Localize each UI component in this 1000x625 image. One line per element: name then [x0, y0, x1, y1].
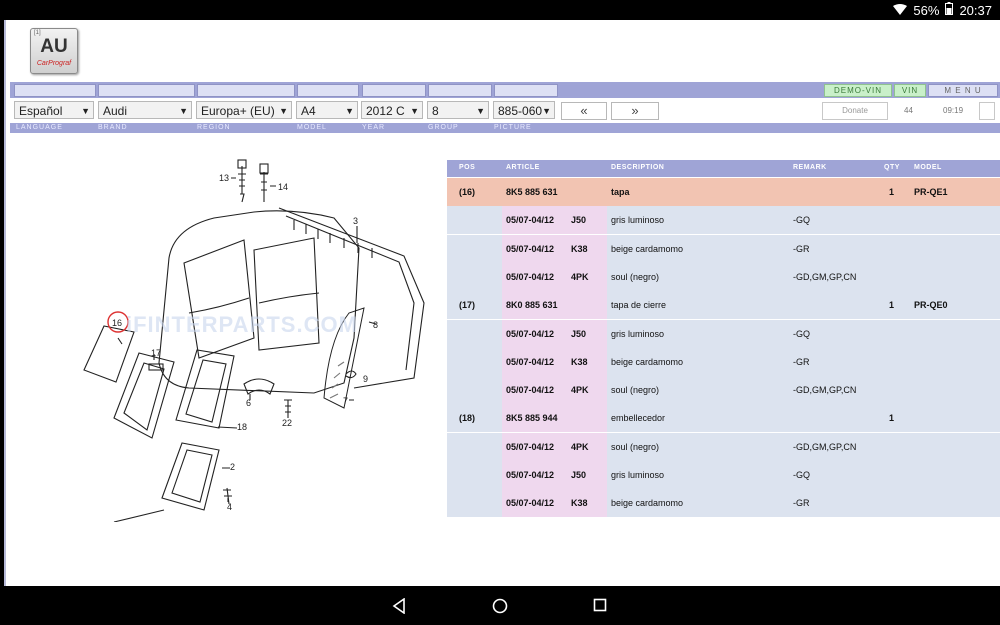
logo-subtext: CarPrograf [36, 60, 72, 67]
callout-8[interactable]: 8 [373, 320, 379, 330]
callout-6[interactable]: 6 [246, 398, 252, 408]
watermark: iFINTERPARTS.COM [126, 312, 358, 337]
year-value: 2012 C [366, 104, 405, 118]
top-toolbar [10, 82, 1000, 98]
cell-color-code: 4PK [571, 271, 589, 282]
label-region: REGION [197, 124, 231, 131]
cell-description: soul (negro) [611, 385, 660, 396]
android-nav-bar [0, 588, 1000, 625]
next-picture-button[interactable]: » [611, 102, 659, 120]
label-model: MODEL [297, 124, 327, 131]
battery-icon [945, 2, 953, 18]
table-row[interactable] [447, 461, 1000, 490]
table-row[interactable] [447, 489, 1000, 518]
table-row[interactable] [447, 178, 1000, 207]
battery-percentage: 56% [913, 2, 940, 18]
logo-text: AU [40, 36, 68, 57]
table-row[interactable] [447, 376, 1000, 405]
cell-article: 05/07-04/12 [506, 385, 555, 396]
dropdown-arrow-icon: ▼ [179, 106, 188, 116]
table-row[interactable] [447, 206, 1000, 235]
dropdown-arrow-icon: ▼ [81, 106, 90, 116]
header-model: MODEL [914, 164, 942, 171]
toolbar-slot-year [362, 84, 426, 97]
cell-description: gris luminoso [611, 328, 665, 339]
callout-2[interactable]: 2 [230, 462, 236, 472]
cell-qty: 1 [889, 187, 895, 197]
language-value: Español [19, 104, 63, 118]
app-screen [4, 20, 1000, 586]
header-qty: QTY [884, 164, 900, 171]
home-icon[interactable] [492, 598, 508, 619]
region-select[interactable] [196, 101, 292, 119]
brand-select[interactable] [98, 101, 192, 119]
cell-description: beige cardamomo [611, 498, 684, 509]
table-row[interactable] [447, 291, 1000, 320]
callout-18[interactable]: 18 [237, 422, 248, 432]
vin-button[interactable]: VIN [894, 84, 926, 97]
cell-remark: -GD,GM,GP,CN [793, 441, 857, 452]
toolbar-slot-group [428, 84, 492, 97]
table-row[interactable] [447, 348, 1000, 377]
label-brand: BRAND [98, 124, 128, 131]
table-row[interactable] [447, 433, 1000, 462]
cell-article: 8K5 885 944 [506, 413, 558, 424]
cell-description: gris luminoso [611, 470, 665, 480]
cell-model: PR-QE1 [914, 187, 948, 197]
table-row[interactable] [447, 320, 1000, 349]
dropdown-arrow-icon: ▼ [476, 106, 485, 116]
cell-remark: -GR [793, 356, 810, 367]
table-row[interactable] [447, 404, 1000, 433]
label-year: YEAR [362, 124, 386, 131]
cell-description: beige cardamomo [611, 356, 684, 367]
cell-remark: -GD,GM,GP,CN [793, 271, 857, 282]
model-value: A4 [301, 104, 316, 118]
table-row[interactable] [447, 263, 1000, 292]
toolbar-slot-brand [98, 84, 195, 97]
previous-picture-button[interactable]: « [561, 102, 607, 120]
table-header [447, 160, 1000, 177]
svg-text:16: 16 [112, 318, 123, 328]
selector-labels [10, 123, 1000, 133]
group-select[interactable] [427, 101, 489, 119]
cell-description: embellecedor [611, 413, 666, 424]
dropdown-arrow-icon: ▼ [345, 106, 354, 116]
cell-description: beige cardamomo [611, 243, 684, 254]
cell-description: tapa de cierre [611, 300, 667, 311]
cell-color-code: J50 [571, 328, 587, 339]
parts-table [447, 138, 1000, 522]
table-row[interactable] [447, 235, 1000, 264]
cell-article: 05/07-04/12 [506, 243, 555, 254]
cell-remark: -GD,GM,GP,CN [793, 385, 857, 396]
cell-model: PR-QE0 [914, 300, 948, 311]
cell-description: tapa [611, 187, 630, 197]
callout-9[interactable]: 9 [363, 374, 369, 384]
app-logo[interactable] [30, 28, 78, 74]
cell-article: 05/07-04/12 [506, 441, 555, 452]
cell-pos: (16) [459, 187, 476, 197]
callout-22[interactable]: 22 [282, 418, 293, 428]
header-pos: POS [459, 164, 476, 171]
cell-pos: (18) [459, 413, 476, 424]
cell-color-code: K38 [571, 498, 588, 509]
cell-description: soul (negro) [611, 441, 660, 452]
cell-color-code: 4PK [571, 441, 589, 452]
picture-value: 885-060 [498, 104, 543, 118]
callout-14[interactable]: 14 [278, 182, 289, 192]
back-icon[interactable] [392, 598, 406, 619]
status-bar [0, 0, 1000, 20]
cell-remark: -GQ [793, 328, 810, 339]
language-select[interactable] [14, 101, 94, 119]
cell-article: 8K5 885 631 [506, 187, 558, 197]
cell-description: gris luminoso [611, 215, 665, 226]
callout-7[interactable]: 7 [343, 396, 349, 406]
counter: 44 [904, 106, 913, 115]
donate-button[interactable]: Donate [822, 102, 888, 120]
toolbar-slot-region [197, 84, 295, 97]
model-select[interactable] [296, 101, 358, 119]
toolbar-slot-model [297, 84, 359, 97]
parts-diagram[interactable] [14, 138, 444, 522]
label-picture: PICTURE [494, 124, 532, 131]
cell-color-code: K38 [571, 243, 588, 254]
menu-button[interactable]: M E N U [928, 84, 998, 97]
header-article: ARTICLE [506, 164, 540, 171]
cell-remark: -GR [793, 498, 810, 509]
cell-remark: -GQ [793, 215, 810, 226]
header-description: DESCRIPTION [611, 164, 665, 171]
cell-pos: (17) [459, 300, 476, 311]
toolbar-slot-picture [494, 84, 558, 97]
cell-color-code: J50 [571, 470, 587, 480]
cell-remark: -GR [793, 243, 810, 254]
cell-remark: -GQ [793, 470, 810, 480]
dropdown-arrow-icon: ▼ [542, 106, 551, 116]
cell-description: soul (negro) [611, 271, 660, 282]
callout-17[interactable]: 17 [151, 348, 162, 358]
picture-select[interactable] [493, 101, 555, 119]
demo-vin-button[interactable]: DEMO-VIN [824, 84, 892, 97]
label-language: LANGUAGE [16, 124, 63, 131]
group-value: 8 [432, 104, 439, 118]
callout-13[interactable]: 13 [219, 173, 230, 183]
cell-article: 05/07-04/12 [506, 328, 555, 339]
wifi-icon [893, 3, 907, 18]
cell-color-code: J50 [571, 215, 587, 226]
session-time: 09:19 [943, 106, 964, 115]
label-group: GROUP [428, 124, 459, 131]
cell-color-code: 4PK [571, 385, 589, 396]
year-select[interactable] [361, 101, 423, 119]
cell-article: 05/07-04/12 [506, 356, 555, 367]
clock: 20:37 [959, 2, 992, 18]
cell-qty: 1 [889, 413, 895, 424]
dropdown-arrow-icon: ▼ [279, 106, 288, 116]
cell-article: 05/07-04/12 [506, 215, 555, 226]
cell-qty: 1 [889, 300, 895, 311]
callout-4[interactable]: 4 [227, 502, 233, 512]
logo-corner: [1] [34, 30, 41, 36]
cell-article: 05/07-04/12 [506, 271, 555, 282]
dropdown-arrow-icon: ▼ [410, 106, 419, 116]
cell-article: 8K0 885 631 [506, 300, 558, 311]
header-remark: REMARK [793, 164, 827, 171]
cell-article: 05/07-04/12 [506, 470, 555, 480]
region-value: Europa+ (EU) [201, 104, 275, 118]
toolbar-slot-language [14, 84, 96, 97]
recents-icon[interactable] [593, 598, 607, 617]
brand-value: Audi [103, 104, 128, 118]
cell-article: 05/07-04/12 [506, 498, 555, 509]
extra-box[interactable] [979, 102, 995, 120]
callout-3[interactable]: 3 [353, 216, 359, 226]
cell-color-code: K38 [571, 356, 588, 367]
